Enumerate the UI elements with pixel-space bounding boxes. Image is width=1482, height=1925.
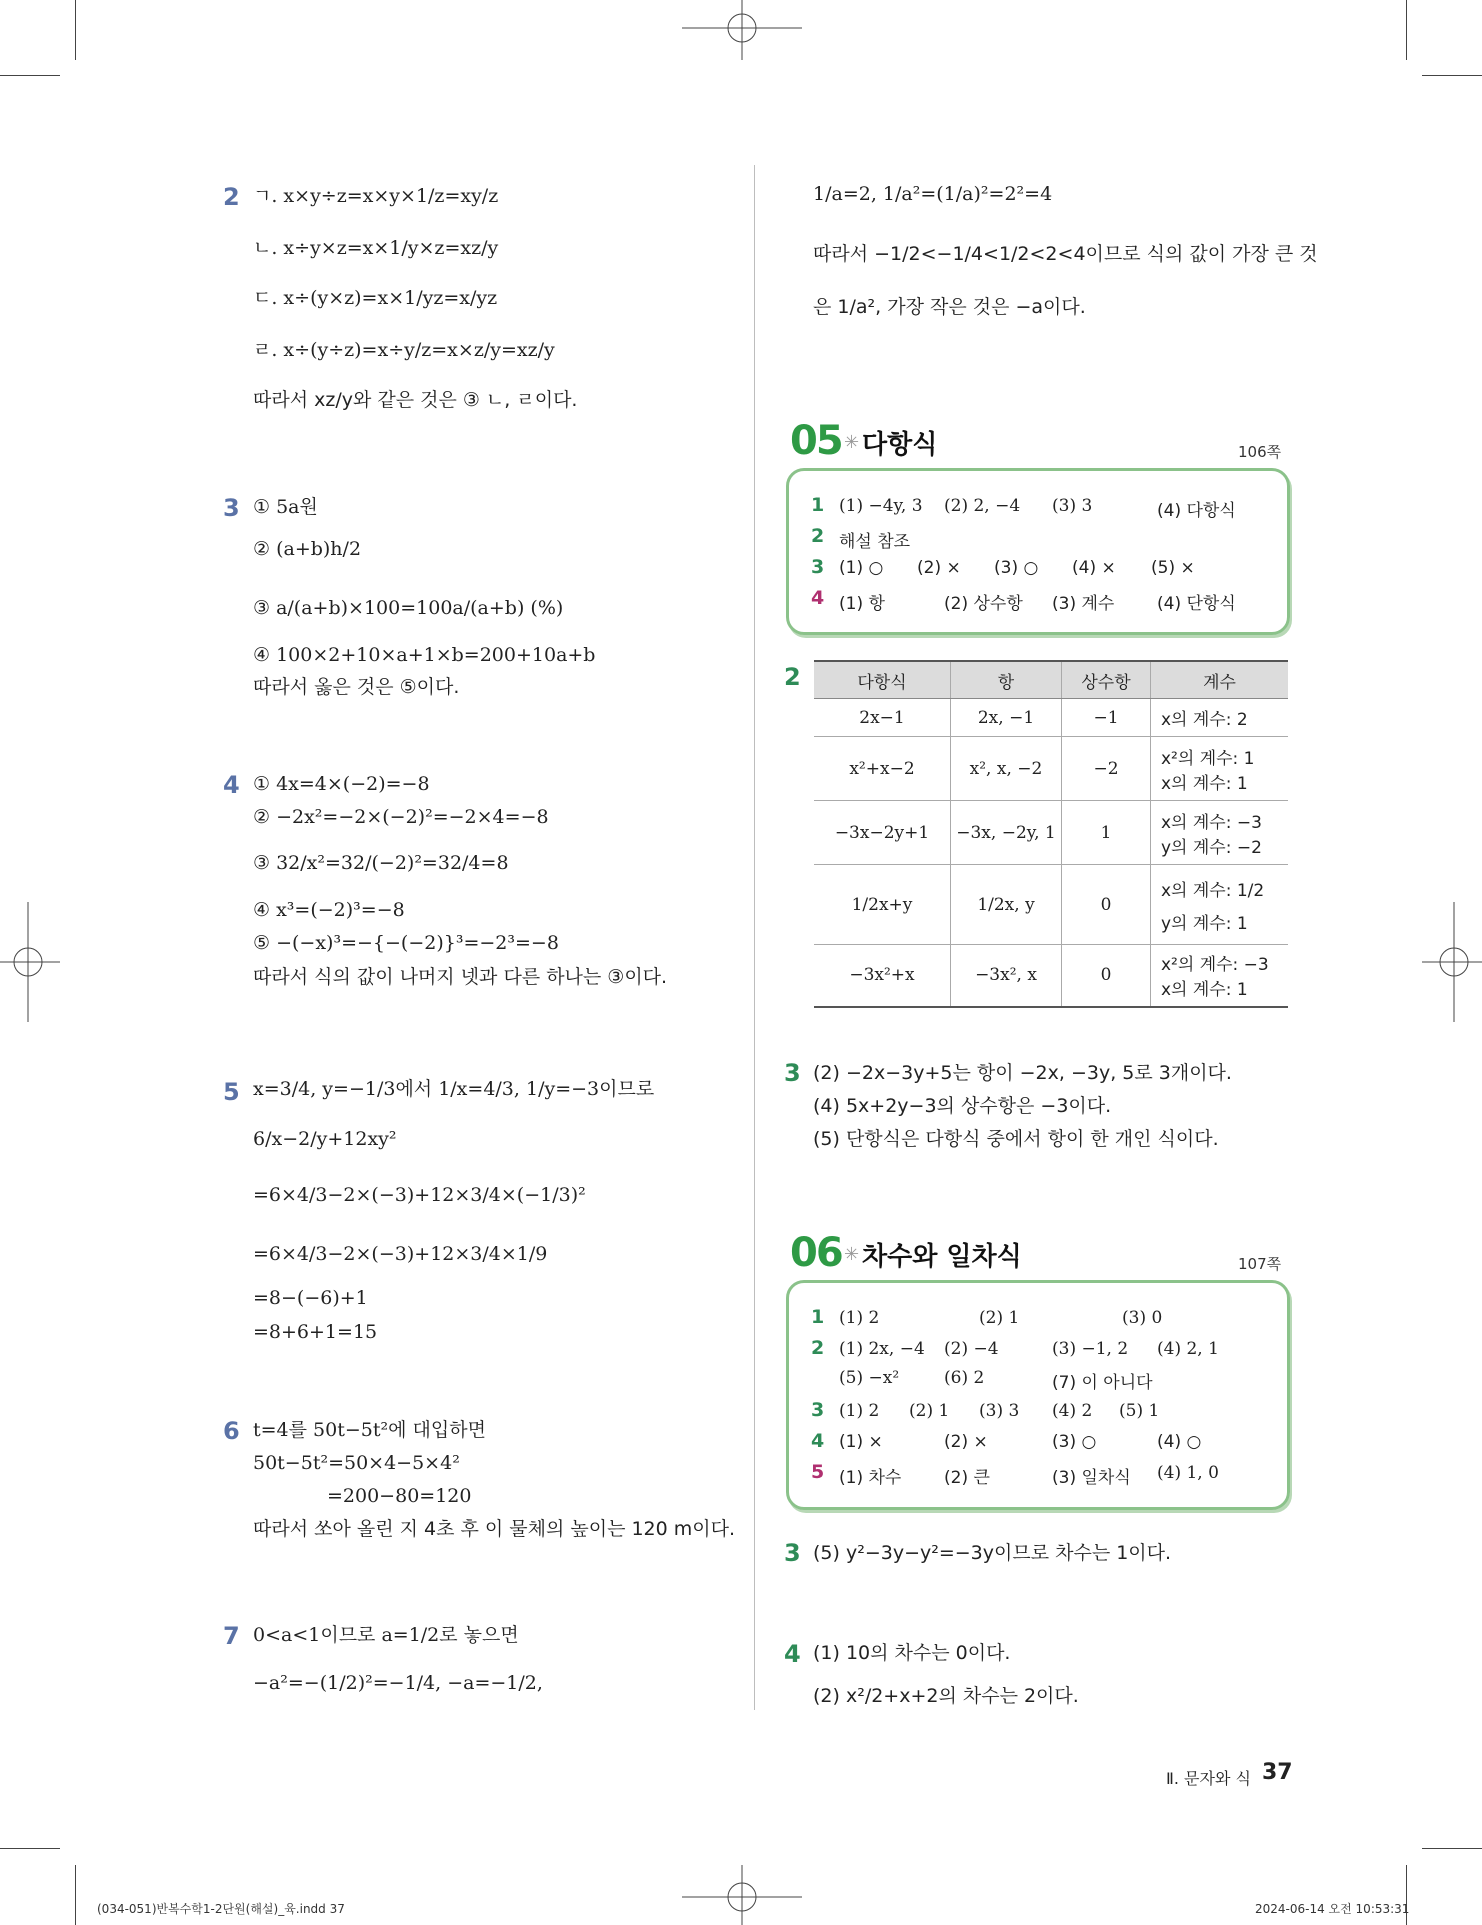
column-header: 항: [951, 661, 1062, 699]
answer-number: 4: [811, 587, 825, 609]
table-cell: −1: [1062, 699, 1151, 737]
answer-item: (4) 2: [1052, 1401, 1093, 1421]
table-cell: x²+x−2: [814, 737, 951, 801]
solution-line: =6×4/3−2×(−3)+12×3/4×1/9: [253, 1243, 548, 1265]
solution-line: (1) 10의 차수는 0이다.: [813, 1642, 1011, 1664]
answer-item: (2) −4: [944, 1339, 999, 1359]
solution-line: ② (a+b)h/2: [253, 538, 362, 560]
table-cell: [1151, 801, 1289, 865]
solution-conclusion: 따라서 쏘아 올린 지 4초 후 이 물체의 높이는 120 m이다.: [253, 1518, 736, 1540]
answer-item: (5) ×: [1151, 558, 1195, 578]
table-cell: [1151, 945, 1289, 1007]
solution-line: t=4를 50t−5t²에 대입하면: [253, 1419, 486, 1441]
table-cell: −3x−2y+1: [814, 801, 951, 865]
solution-line: 6/x−2/y+12xy²: [253, 1128, 397, 1150]
crop-mark: [0, 1848, 60, 1849]
coef-line: x의 계수: 1: [1161, 980, 1248, 1001]
answer-item: (5) 1: [1119, 1401, 1160, 1421]
answer-number: 5: [811, 1461, 825, 1483]
problem-number: 4: [784, 1640, 801, 1668]
registration-mark-icon: [682, 0, 802, 60]
page-number: 37: [1262, 1760, 1293, 1785]
crop-mark: [1422, 75, 1482, 76]
page-reference: 106쪽: [1238, 443, 1282, 461]
file-info: (034-051)반복수학1-2단원(해설)_육.indd 37: [97, 1902, 345, 1916]
answer-item: (3) ○: [994, 558, 1039, 578]
crop-mark: [1406, 0, 1407, 60]
solution-line: 0<a<1이므로 a=1/2로 놓으면: [253, 1624, 519, 1646]
answer-number: 3: [811, 556, 825, 578]
solution-line: =8+6+1=15: [253, 1321, 378, 1343]
answer-item: (3) ○: [1052, 1432, 1097, 1452]
answer-item: (6) 2: [944, 1368, 985, 1388]
solution-conclusion: 은 1/a², 가장 작은 것은 −a이다.: [813, 296, 1086, 318]
answer-box-05: [786, 468, 1290, 635]
column-divider: [754, 165, 755, 1710]
answer-number: 4: [811, 1430, 825, 1452]
answer-item: (4) 2, 1: [1157, 1339, 1219, 1359]
answer-item: (4) 단항식: [1157, 594, 1236, 614]
table-header-row: [814, 661, 1288, 699]
answer-item: (3) 0: [1122, 1308, 1163, 1328]
coef-line: x의 계수: 1: [1161, 773, 1248, 794]
print-date: 2024-06-14 오전 10:53:31: [1255, 1902, 1410, 1916]
table-cell: 2x, −1: [951, 699, 1062, 737]
answer-item: (3) 일차식: [1052, 1468, 1131, 1488]
answer-item: (1) −4y, 3: [839, 496, 923, 516]
table-row: [814, 801, 1288, 865]
solution-line: (2) −2x−3y+5는 항이 −2x, −3y, 5로 3개이다.: [813, 1062, 1232, 1084]
answer-item: (2) 상수항: [944, 594, 1023, 614]
table-cell: 1: [1062, 801, 1151, 865]
answer-number: 1: [811, 1306, 825, 1328]
crop-mark: [75, 1865, 76, 1925]
polynomial-table: [814, 660, 1288, 1008]
solution-line: 1/a=2, 1/a²=(1/a)²=2²=4: [813, 183, 1053, 205]
table-cell: 1/2x, y: [951, 865, 1062, 945]
problem-number: 6: [223, 1417, 240, 1445]
table-cell: −3x, −2y, 1: [951, 801, 1062, 865]
answer-item: (2) 큰: [944, 1468, 990, 1488]
table-row: [814, 737, 1288, 801]
answer-item: (1) ×: [839, 1432, 883, 1452]
solution-line: ④ 100×2+10×a+1×b=200+10a+b: [253, 644, 596, 666]
solution-conclusion: 따라서 옳은 것은 ⑤이다.: [253, 676, 460, 698]
star-icon: ✳: [844, 1244, 860, 1265]
solution-line: ③ a/(a+b)×100=100a/(a+b) (%): [253, 597, 564, 619]
table-row: [814, 699, 1288, 737]
coef-line: x²의 계수: −3: [1161, 955, 1269, 976]
problem-number: 5: [223, 1078, 240, 1106]
column-header: 다항식: [814, 661, 951, 699]
solution-line: (2) x²/2+x+2의 차수는 2이다.: [813, 1685, 1079, 1707]
problem-number: 3: [784, 1059, 801, 1087]
coef-line: y의 계수: −2: [1161, 837, 1262, 858]
answer-item: (1) 항: [839, 594, 885, 614]
solution-line: 따라서 −1/2<−1/4<1/2<2<4이므로 식의 값이 가장 큰 것: [813, 243, 1318, 265]
solution-line: x=3/4, y=−1/3에서 1/x=4/3, 1/y=−3이므로: [253, 1078, 655, 1100]
answer-item: 해설 참조: [839, 532, 911, 552]
table-cell: −3x²+x: [814, 945, 951, 1007]
solution-line: ㄴ. x÷y×z=x×1/y×z=xz/y: [253, 237, 499, 259]
section-title: 다항식: [862, 430, 938, 460]
answer-number: 3: [811, 1399, 825, 1421]
solution-line: ⑤ −(−x)³=−{−(−2)}³=−2³=−8: [253, 932, 559, 954]
answer-item: (3) 3: [979, 1401, 1020, 1421]
answer-item: (1) 2: [839, 1308, 880, 1328]
answer-item: (1) 2x, −4: [839, 1339, 925, 1359]
solution-conclusion: 따라서 식의 값이 나머지 넷과 다른 하나는 ③이다.: [253, 966, 668, 988]
solution-line: 50t−5t²=50×4−5×4²: [253, 1452, 460, 1474]
answer-item: (4) ○: [1157, 1432, 1202, 1452]
answer-box-06: [786, 1280, 1290, 1510]
answer-item: (4) ×: [1072, 558, 1116, 578]
column-header: 상수항: [1062, 661, 1151, 699]
table-cell: x², x, −2: [951, 737, 1062, 801]
coef-line: y의 계수: 1: [1161, 913, 1248, 934]
problem-number: 7: [223, 1622, 240, 1650]
registration-mark-icon: [0, 902, 60, 1022]
table-row: [814, 865, 1288, 945]
solution-line: ㄹ. x÷(y÷z)=x÷y/z=x×z/y=xz/y: [253, 339, 555, 361]
solution-line: =6×4/3−2×(−3)+12×3/4×(−1/3)²: [253, 1184, 586, 1206]
answer-item: (2) 1: [979, 1308, 1020, 1328]
solution-line: (4) 5x+2y−3의 상수항은 −3이다.: [813, 1095, 1112, 1117]
registration-mark-icon: [682, 1865, 802, 1925]
column-header: 계수: [1151, 661, 1289, 699]
answer-item: (3) −1, 2: [1052, 1339, 1129, 1359]
answer-item: (2) 2, −4: [944, 496, 1021, 516]
section-title: 차수와 일차식: [862, 1242, 1022, 1272]
table-cell: [1151, 699, 1289, 737]
answer-item: (5) −x²: [839, 1368, 900, 1388]
problem-number: 2: [223, 183, 240, 211]
crop-mark: [1422, 1848, 1482, 1849]
solution-line: =200−80=120: [327, 1485, 472, 1507]
table-cell: −3x², x: [951, 945, 1062, 1007]
solution-conclusion: 따라서 xz/y와 같은 것은 ③ ㄴ, ㄹ이다.: [253, 389, 578, 411]
crop-mark: [75, 0, 76, 60]
answer-item: (1) 2: [839, 1401, 880, 1421]
table-cell: [1151, 737, 1289, 801]
solution-line: (5) 단항식은 다항식 중에서 항이 한 개인 식이다.: [813, 1128, 1219, 1150]
answer-item: (1) 차수: [839, 1468, 902, 1488]
solution-line: ③ 32/x²=32/(−2)²=32/4=8: [253, 852, 509, 874]
problem-number: 2: [784, 663, 801, 691]
table-row: [814, 945, 1288, 1007]
table-cell: −2: [1062, 737, 1151, 801]
answer-item: (2) ×: [917, 558, 961, 578]
answer-number: 1: [811, 494, 825, 516]
answer-item: (4) 다항식: [1157, 501, 1236, 521]
coef-line: x의 계수: −3: [1161, 812, 1262, 833]
problem-number: 3: [223, 494, 240, 522]
table-cell: 0: [1062, 865, 1151, 945]
solution-line: ① 5a원: [253, 496, 318, 518]
crop-mark: [0, 75, 60, 76]
section-number: 06: [790, 1230, 842, 1276]
table-cell: [1151, 865, 1289, 945]
coef-line: x²의 계수: 1: [1161, 748, 1255, 769]
solution-line: ① 4x=4×(−2)=−8: [253, 773, 430, 795]
problem-number: 3: [784, 1539, 801, 1567]
answer-item: (4) 1, 0: [1157, 1463, 1219, 1483]
answer-number: 2: [811, 1337, 825, 1359]
solution-line: (5) y²−3y−y²=−3y이므로 차수는 1이다.: [813, 1542, 1172, 1564]
section-number: 05: [790, 418, 842, 464]
solution-line: ④ x³=(−2)³=−8: [253, 899, 405, 921]
answer-number: 2: [811, 525, 825, 547]
answer-item: (1) ○: [839, 558, 884, 578]
registration-mark-icon: [1422, 902, 1482, 1022]
page-reference: 107쪽: [1238, 1255, 1282, 1273]
coef-line: x의 계수: 2: [1161, 710, 1248, 730]
chapter-label: Ⅱ. 문자와 식: [1166, 1769, 1251, 1788]
star-icon: ✳: [844, 432, 860, 453]
solution-line: ㄱ. x×y÷z=x×y×1/z=xy/z: [253, 185, 499, 207]
problem-number: 4: [223, 771, 240, 799]
answer-item: (2) 1: [909, 1401, 950, 1421]
coef-line: x의 계수: 1/2: [1161, 880, 1265, 901]
answer-item: (2) ×: [944, 1432, 988, 1452]
table-cell: 1/2x+y: [814, 865, 951, 945]
table-cell: 0: [1062, 945, 1151, 1007]
answer-item: (3) 3: [1052, 496, 1093, 516]
solution-line: =8−(−6)+1: [253, 1287, 368, 1309]
solution-line: ㄷ. x÷(y×z)=x×1/yz=x/yz: [253, 287, 498, 309]
answer-item: (3) 계수: [1052, 594, 1115, 614]
table-cell: 2x−1: [814, 699, 951, 737]
answer-item: (7) 이 아니다: [1052, 1373, 1153, 1393]
solution-line: −a²=−(1/2)²=−1/4, −a=−1/2,: [253, 1672, 543, 1694]
solution-line: ② −2x²=−2×(−2)²=−2×4=−8: [253, 806, 549, 828]
